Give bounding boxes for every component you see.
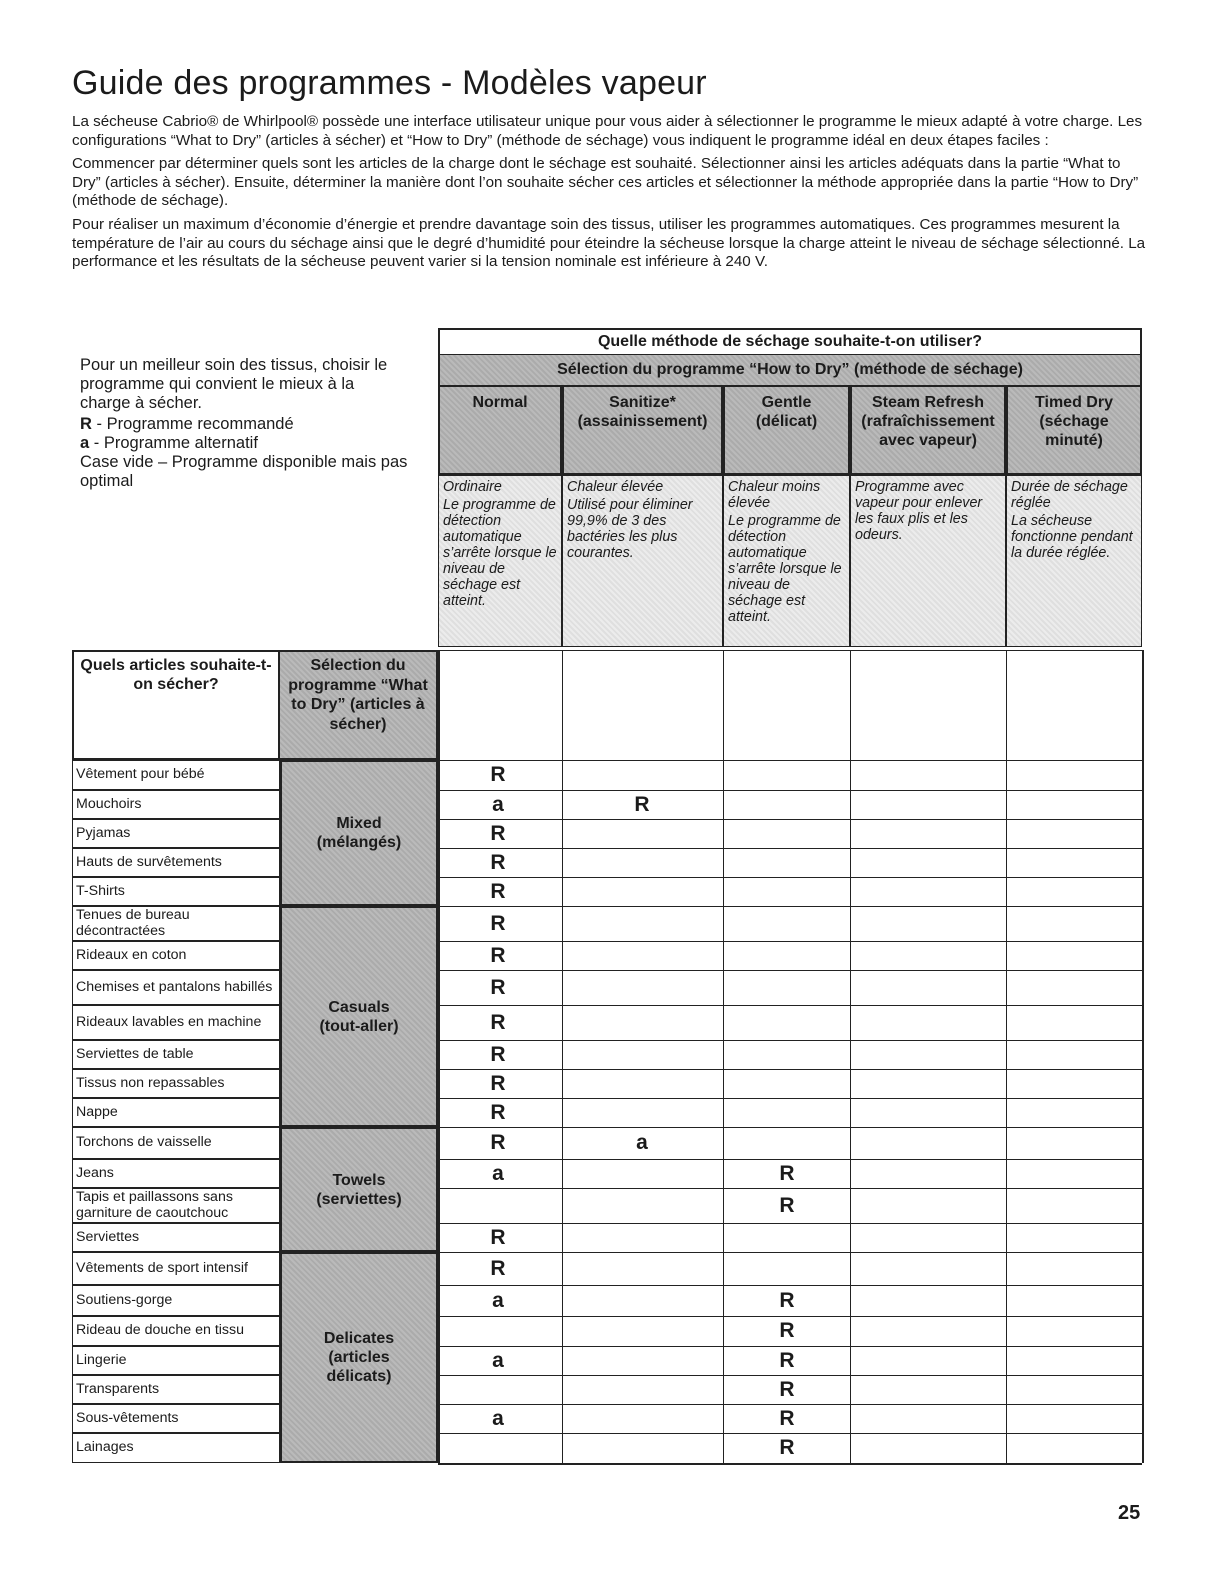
- what-selection-header: Sélection du programme “What to Dry” (articles à sécher): [280, 650, 438, 760]
- mark-recommended: R: [779, 1161, 795, 1185]
- mode-desc-text: Utilisé pour éliminer 99,9% de 3 des bactéries les plus courantes.: [567, 497, 693, 561]
- grid-row-divider: [438, 848, 1142, 849]
- mode-label: Steam Refresh (rafraîchissement avec vapeur): [861, 394, 995, 449]
- grid-row-divider: [438, 760, 1142, 761]
- group-casuals: [280, 906, 438, 1127]
- grid-column-divider: [1006, 650, 1007, 1463]
- intro-paragraph: Commencer par déterminer quels sont les articles de la charge dont le séchage est souhaité. Sélectionner ainsi les articles adéquats dans la partie “What to Dry” (articles à sécher). Ensuite, déterminer la manière dont l’on souhaite sécher ces articles et sélectionner la méthode appropriée dans la partie “How to Dry” (méthode de séchage).: [72, 155, 1139, 210]
- grid-row-divider: [438, 970, 1142, 971]
- mode-desc-heat: Chaleur moins élevée: [728, 479, 821, 511]
- mode-desc-heat: Durée de séchage réglée: [1011, 479, 1128, 511]
- grid-row-divider: [438, 1463, 1142, 1465]
- grid-row-divider: [438, 819, 1142, 820]
- mark-recommended: R: [779, 1406, 795, 1430]
- item-label: Tenues de bureau décontractées: [72, 906, 280, 941]
- grid-row-divider: [438, 877, 1142, 878]
- mark-recommended: R: [779, 1436, 795, 1459]
- mark-recommended: R: [779, 1377, 795, 1401]
- intro-paragraph: La sécheuse Cabrio® de Whirlpool® possède une interface utilisateur unique pour vous aider à sélectionner le programme le mieux adapté à votre charge. Les configurations “What to Dry” (articles à sécher) et “How to Dry” (méthode de séchage) vous indiquent le programme idéal en deux étapes faciles :: [72, 113, 1143, 149]
- mark-recommended: R: [634, 792, 650, 816]
- mode-desc-timed-dry: [1006, 475, 1142, 647]
- mark-recommended: R: [490, 879, 506, 903]
- grid-row-divider: [438, 1223, 1142, 1224]
- item-label: Hauts de survêtements: [72, 848, 280, 877]
- item-label: Torchons de vaisselle: [72, 1127, 280, 1159]
- item-label: Vêtements de sport intensif: [72, 1252, 280, 1285]
- item-label: Serviettes: [72, 1223, 280, 1252]
- group-label: Towels (serviettes): [316, 1171, 402, 1208]
- mark-alternative: a: [636, 1131, 648, 1154]
- mark-recommended: R: [779, 1288, 795, 1312]
- mode-normal: [438, 385, 562, 475]
- item-label: Serviettes de table: [72, 1040, 280, 1069]
- mode-gentle: [723, 385, 850, 475]
- legend-r-key: R: [80, 415, 92, 433]
- mode-label: Gentle (délicat): [755, 394, 818, 430]
- item-label: Soutiens-gorge: [72, 1285, 280, 1316]
- legend-alternative: [80, 434, 410, 453]
- mode-timed-dry: [1006, 385, 1142, 475]
- grid-row-divider: [438, 1159, 1142, 1160]
- grid-row-divider: [438, 1252, 1142, 1253]
- mode-desc-text: La sécheuse fonctionne pendant la durée réglée.: [1011, 513, 1133, 561]
- grid-row-divider: [438, 790, 1142, 791]
- legend-a-key: a: [80, 434, 90, 452]
- grid-row-divider: [438, 1346, 1142, 1347]
- mark-alternative: a: [492, 1406, 504, 1430]
- item-label: Vêtement pour bébé: [72, 760, 280, 790]
- mark-recommended: R: [490, 975, 506, 999]
- grid-row-divider: [438, 1040, 1142, 1041]
- grid-row-divider: [438, 1316, 1142, 1317]
- group-label: Mixed (mélangés): [316, 815, 402, 851]
- item-label: Chemises et pantalons habillés: [72, 970, 280, 1005]
- grid-column-divider: [562, 650, 563, 1463]
- legend-a-text: - Programme alternatif: [89, 434, 258, 452]
- legend-intro: Pour un meilleur soin des tissus, choisir le programme qui convient le mieux à la charge à sécher.: [80, 356, 388, 412]
- mode-label: Sanitize* (assainissement): [577, 394, 708, 430]
- mark-recommended: R: [490, 1256, 506, 1280]
- mode-steam-refresh: [850, 385, 1006, 475]
- group-label: Delicates (articles délicats): [323, 1330, 395, 1385]
- legend-empty: Case vide – Programme disponible mais pas optimal: [80, 453, 408, 490]
- mode-desc-steam-refresh: [850, 475, 1006, 647]
- grid-column-divider: [723, 650, 724, 1463]
- mode-label: Normal: [472, 394, 528, 411]
- mark-recommended: R: [490, 850, 506, 874]
- group-towels: [280, 1127, 438, 1252]
- how-selection-header: Sélection du programme “How to Dry” (méthode de séchage): [438, 355, 1142, 385]
- grid-row-divider: [438, 1098, 1142, 1099]
- mark-alternative: a: [492, 1288, 504, 1312]
- intro-text: [72, 113, 1152, 277]
- mark-recommended: R: [490, 821, 506, 845]
- mark-recommended: R: [490, 1225, 506, 1249]
- mark-recommended: R: [779, 1193, 795, 1217]
- mode-sanitize: [562, 385, 723, 475]
- item-label: Lainages: [72, 1433, 280, 1463]
- grid-row-divider: [438, 1127, 1142, 1128]
- mark-alternative: a: [492, 792, 504, 816]
- mark-alternative: a: [492, 1348, 504, 1372]
- legend-r-text: - Programme recommandé: [91, 415, 294, 433]
- mode-desc-normal: [438, 475, 562, 647]
- item-label: Rideaux en coton: [72, 941, 280, 970]
- mode-desc-heat: Ordinaire: [443, 479, 502, 495]
- mark-recommended: R: [779, 1348, 795, 1372]
- item-label: Tissus non repassables: [72, 1069, 280, 1098]
- what-question-header: Quels articles souhaite-t-on sécher?: [72, 650, 280, 760]
- item-label: Jeans: [72, 1159, 280, 1188]
- group-delicates: [280, 1252, 438, 1463]
- mode-desc-text: Le programme de détection automatique s’arrête lorsque le niveau de séchage est atteint.: [443, 497, 557, 609]
- intro-paragraph: Pour réaliser un maximum d’économie d’énergie et prendre davantage soin des tissus, utiliser les programmes automatiques. Ces programmes mesurent la température de l’air au cours du séchage ainsi que le degré d’humidité pour éteindre la sécheuse lorsque la charge atteint le niveau de séchage sélectionné. La performance et les résultats de la sécheuse peuvent varier si la tension nominale est inférieure à 240 V.: [72, 215, 1146, 271]
- mark-recommended: R: [490, 1042, 506, 1066]
- item-label: Lingerie: [72, 1346, 280, 1375]
- item-label: T-Shirts: [72, 877, 280, 906]
- grid-row-divider: [438, 941, 1142, 942]
- grid-row-divider: [438, 1188, 1142, 1189]
- mark-alternative: a: [492, 1161, 504, 1185]
- item-label: Rideaux lavables en machine: [72, 1005, 280, 1040]
- item-label: Tapis et paillassons sans garniture de caoutchouc: [72, 1188, 280, 1223]
- mark-recommended: R: [490, 1010, 506, 1034]
- mark-recommended: R: [779, 1319, 795, 1342]
- item-label: Rideau de douche en tissu: [72, 1316, 280, 1346]
- item-label: Transparents: [72, 1375, 280, 1404]
- grid-row-divider: [438, 1285, 1142, 1286]
- how-question-header: Quelle méthode de séchage souhaite-t-on utiliser?: [438, 328, 1142, 355]
- item-label: Nappe: [72, 1098, 280, 1127]
- grid-row-divider: [438, 1433, 1142, 1434]
- grid-column-divider: [438, 650, 440, 1463]
- legend-recommended: [80, 415, 410, 434]
- item-label: Pyjamas: [72, 819, 280, 848]
- mode-label: Timed Dry (séchage minuté): [1035, 394, 1113, 449]
- page-title: Guide des programmes - Modèles vapeur: [72, 64, 707, 102]
- grid-row-divider: [438, 1404, 1142, 1405]
- item-label: Mouchoirs: [72, 790, 280, 819]
- grid-row-divider: [438, 650, 1142, 651]
- grid-column-divider: [1142, 650, 1144, 1463]
- mark-recommended: R: [490, 1131, 506, 1154]
- mark-recommended: R: [490, 1100, 506, 1124]
- group-mixed: [280, 760, 438, 906]
- grid-row-divider: [438, 1005, 1142, 1006]
- mode-desc-text: Programme avec vapeur pour enlever les faux plis et les odeurs.: [855, 479, 983, 543]
- page-number: 25: [1118, 1502, 1141, 1524]
- mode-desc-text: Le programme de détection automatique s’arrête lorsque le niveau de séchage est atteint.: [728, 513, 842, 625]
- grid-row-divider: [438, 1375, 1142, 1376]
- mark-recommended: R: [490, 911, 506, 935]
- group-label: Casuals (tout-aller): [319, 998, 399, 1035]
- grid-row-divider: [438, 1069, 1142, 1070]
- legend: [80, 356, 410, 491]
- mark-recommended: R: [490, 943, 506, 967]
- item-label: Sous-vêtements: [72, 1404, 280, 1433]
- mark-recommended: R: [490, 1071, 506, 1095]
- grid-column-divider: [850, 650, 851, 1463]
- mark-recommended: R: [490, 763, 506, 786]
- grid-row-divider: [438, 906, 1142, 907]
- mode-desc-sanitize: [562, 475, 723, 647]
- mode-desc-heat: Chaleur élevée: [567, 479, 664, 495]
- mode-desc-gentle: [723, 475, 850, 647]
